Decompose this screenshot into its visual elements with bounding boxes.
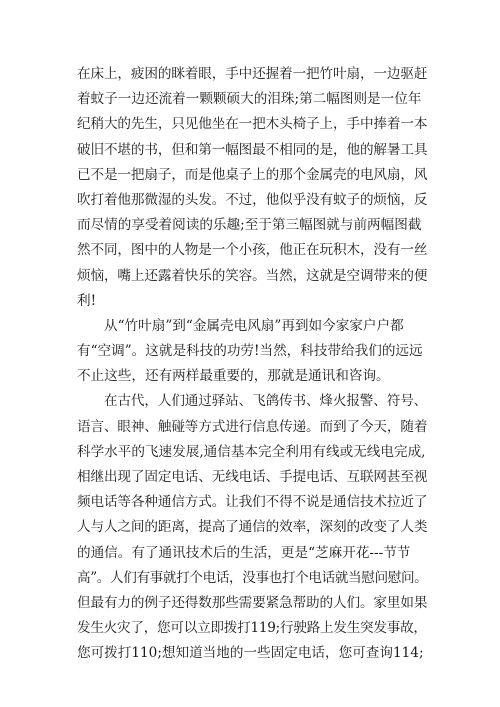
- text-line: 已不是一把扇子，而是他桌子上的那个金属壳的电风扇，风: [77, 166, 428, 183]
- paragraph: [77, 314, 427, 390]
- text-line: 有“空调”。这就是科技的功劳!当然，科技带给我们的远远: [77, 343, 423, 360]
- body-text: [77, 62, 427, 667]
- text-line: 您可拨打110;想知道当地的一些固定电话，您可查询114;: [77, 645, 424, 662]
- text-line: 不止这些，还有两样最重要的，那就是通讯和咨询。: [77, 368, 390, 385]
- text-line: 从“竹叶扇”到“金属壳电风扇”再到如今家家户户都: [104, 317, 404, 334]
- paragraph: [77, 389, 427, 666]
- text-line: 的通信。有了通讯技术后的生活，更是“芝麻开花---节节: [77, 544, 411, 561]
- text-line: 纪稍大的先生，只见他坐在一把木头椅子上，手中捧着一本: [77, 116, 428, 133]
- text-line: 在古代，人们通过驿站、飞鸽传书、烽火报警、符号、: [104, 393, 428, 410]
- text-line: 然不同，图中的人物是一个小孩，他正在玩积木，没有一丝: [77, 242, 428, 259]
- text-line: 但最有力的例子还得数那些需要紧急帮助的人们。家里如果: [77, 594, 428, 611]
- text-line: 频电话等各种通信方式。让我们不得不说是通信技术拉近了: [77, 494, 428, 511]
- text-line: 烦恼，嘴上还露着快乐的笑容。当然，这就是空调带来的便: [77, 267, 428, 284]
- text-line: 破旧不堪的书，但和第一幅图最不相同的是，他的解暑工具: [77, 141, 428, 158]
- text-line: 在床上，疲困的眯着眼，手中还握着一把竹叶扇，一边驱赶: [77, 66, 428, 82]
- text-line: 利!: [77, 292, 97, 309]
- text-line: 科学水平的飞速发展,通信基本完全利用有线或无线电完成,: [77, 443, 426, 460]
- text-line: 相继出现了固定电话、无线电话、手提电话、互联网甚至视: [77, 469, 428, 485]
- text-line: 着蚊子一边还流着一颗颗硕大的泪珠;第二幅图则是一位年: [77, 91, 422, 108]
- text-line: 发生火灾了，您可以立即拨打119;行驶路上发生突发事故，: [77, 620, 427, 637]
- text-line: 吹打着他那微湿的头发。不过，他似乎没有蚊子的烦恼，反: [77, 191, 428, 208]
- text-line: 高”。人们有事就打个电话，没事也打个电话就当慰问慰问。: [77, 569, 428, 586]
- paragraph: [77, 62, 427, 314]
- text-line: 语言、眼神、触碰等方式进行信息传递。而到了今天，随着: [77, 418, 428, 435]
- text-line: 人与人之间的距离，提高了通信的效率，深刻的改变了人类: [77, 519, 428, 536]
- text-line: 而尽情的享受着阅读的乐趣;至于第三幅图就与前两幅图截: [77, 217, 422, 234]
